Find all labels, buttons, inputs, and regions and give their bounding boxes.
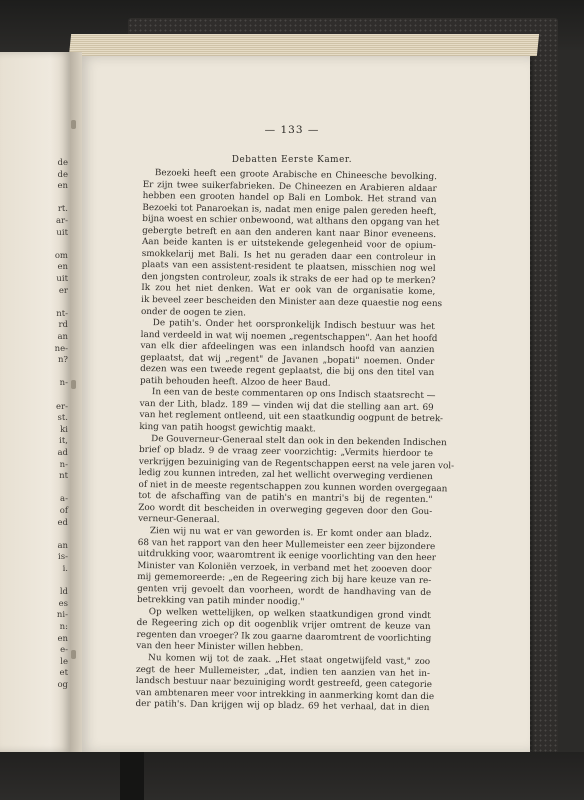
left-page-text-fragment: de xyxy=(57,169,68,180)
left-page-text-fragment: ne- xyxy=(54,343,68,354)
left-page-text-fragment: n? xyxy=(57,355,68,366)
text-line: land verdeeld in wat wij noemen „regentschappen". Aan het hoofd xyxy=(140,329,438,344)
text-line: Er zijn twee suikerfabrieken. De Chineezen en Arabieren aldaar xyxy=(142,179,437,194)
text-line: van der Lith, bladz. 189 — vinden wij dat die stelling aan art. 69 xyxy=(139,398,434,414)
text-line: tot de afschaffing van de patih's en mantri's bij de regenten." xyxy=(138,491,433,506)
left-page-text-fragment: st. xyxy=(57,413,68,424)
text-line: van den heer Minister willen hebben. xyxy=(136,641,304,654)
text-line: Aan beide kanten is er uitstekende gelegenheid voor de opium- xyxy=(141,237,437,252)
text-line: ledig zou kunnen intreden, zal het wellicht overweging verdienen xyxy=(138,468,433,483)
left-page-text-fragment: en xyxy=(57,633,68,644)
left-page-text-fragment: n: xyxy=(59,622,68,632)
text-line: den jongsten controleur, zoals ik straks de eer had op te merken? xyxy=(141,271,436,287)
text-line: zegt de heer Mullemeister, „dat, indien ten aanzien van het in- xyxy=(135,664,431,679)
text-line: verneur-Generaal. xyxy=(138,514,220,526)
text-line: van het reglement ontleend, uit een staatkundig oogpunt de betrek- xyxy=(139,410,444,425)
text-line: betrekking van patih minder noodig." xyxy=(136,595,305,608)
left-page-text-fragment: es xyxy=(58,598,68,609)
text-line: brief op bladz. 9 de vraag zeer voorzichtig: „Vermits hierdoor te xyxy=(138,445,434,460)
left-page-text-fragment: ed xyxy=(57,517,68,528)
left-page-text-fragment: e- xyxy=(60,645,68,656)
text-line: Ik zou het niet denken. Wat er ook van de organisatie kome, xyxy=(141,283,436,298)
text-line: mij gememoreerde: „en de Regeering zich bij hare keuze van re- xyxy=(137,572,432,587)
left-page-text-fragment: er- xyxy=(56,401,68,412)
left-page-text-fragment: ld xyxy=(59,587,68,598)
text-line: Op welken wettelijken, op welken staatkundigen grond vindt xyxy=(148,606,431,621)
text-line: Nu komen wij tot de zaak. „Het staat ongetwijfeld vast," zoo xyxy=(148,653,431,668)
left-page-text-fragment: et xyxy=(59,668,68,679)
left-page-text-fragment: de xyxy=(57,158,68,168)
left-page-text-fragment: uit xyxy=(56,227,68,238)
text-line: genten vrij gevoelt dan voorheen, wordt de handhaving van de xyxy=(137,583,432,598)
text-line: hebben een grooten handel op Bali en Lombok. Het strand van xyxy=(142,191,437,206)
page-number: — 133 — xyxy=(264,124,320,136)
left-page-text-fragment: is- xyxy=(58,552,68,563)
left-page-text-fragment: an xyxy=(57,332,68,342)
text-line: onder de oogen te zien. xyxy=(140,306,247,319)
text-line: de Regeering zich op dit oogenblik vrijer omtrent de keuze van xyxy=(136,618,431,633)
text-line: bijna woest en schier onbewoond, wat althans den opgang van het xyxy=(142,214,440,229)
text-line: Zien wij nu wat er van geworden is. Er komt onder aan bladz. xyxy=(149,526,432,541)
left-page-text-fragment: er xyxy=(58,285,68,296)
left-page-text-fragment: of xyxy=(59,506,68,516)
text-line: of niet in de meeste regentschappen zou kunnen worden overgegaan xyxy=(138,479,448,495)
text-line: geplaatst, dat wij „regent" de Javanen „bopati" noemen. Onder xyxy=(140,352,435,367)
page-edges xyxy=(69,34,539,56)
left-page-text-fragment: nt xyxy=(59,471,68,482)
left-page-text-fragment: ar- xyxy=(55,216,68,226)
text-line: landsch bestuur naar bezuiniging wordt gestreefd, geen categorie xyxy=(135,676,433,691)
left-page-text-fragment: i. xyxy=(62,564,68,574)
left-page-text-fragment: n- xyxy=(59,459,68,470)
left-page-text-fragment: en xyxy=(57,181,68,192)
text-line: van elk dier afdeelingen was een inlandsch hoofd van aanzien xyxy=(140,341,435,356)
left-page-text-fragment: ad xyxy=(57,448,68,458)
text-line: smokkelarij met Bali. Is het nu geraden daar een controleur in xyxy=(141,248,436,263)
left-page-text-fragment: uit xyxy=(56,274,68,284)
left-page-text-fragment: nt- xyxy=(56,308,68,319)
text-line: verkrijgen bezuiniging van de Regentschappen eerst na vele jaren vol- xyxy=(138,456,455,472)
left-page-text-fragment: ni- xyxy=(56,610,68,621)
binding-strip xyxy=(120,752,144,800)
binding-stitch xyxy=(71,380,76,389)
text-line: uitdrukking voor, waaromtrent ik eenige voorlichting van den heer xyxy=(137,549,437,564)
text-line: 68 van het rapport van den heer Mullemeister een zeer bijzondere xyxy=(137,537,436,552)
text-line: patih behouden heeft. Alzoo de heer Baud. xyxy=(139,375,331,389)
text-line: plaats van een assistent-resident te plaatsen, misschien nog wel xyxy=(141,260,436,275)
text-line: Zoo wordt dit bescheiden in overweging gegeven door den Gou- xyxy=(138,502,433,517)
left-page-text-fragment: ki xyxy=(60,424,68,435)
running-heading: Debatten Eerste Kamer. xyxy=(231,155,353,165)
text-line: gebergte betreft en aan den anderen kant naar Binor eveneens. xyxy=(142,225,437,240)
text-line: regenten dan vroeger? Ik zou gaarne daaromtrent de voorlichting xyxy=(136,629,432,644)
left-page-text-fragment: og xyxy=(57,680,68,690)
left-page-text-fragment: rt. xyxy=(57,204,68,215)
left-page-text-fragment: a- xyxy=(60,494,68,505)
body-text xyxy=(135,168,455,715)
text-line: De Gouverneur-Generaal stelt dan ook in den bekenden Indischen xyxy=(151,433,447,448)
left-page-text-fragment: le xyxy=(60,656,68,667)
binding-stitch xyxy=(71,650,76,659)
left-page-text-fragment: n- xyxy=(59,378,68,389)
text-line: De patih's. Onder het oorspronkelijk Indisch bestuur was het xyxy=(152,318,435,333)
left-page-text-fragment: it, xyxy=(59,436,68,447)
text-line: king van patih hoogst gewichtig maakt. xyxy=(139,422,316,435)
text-line: Bezoeki tot Panaroekan is, nadat men enige palen gereden heeft, xyxy=(142,202,437,217)
text-line: der patih's. Dan krijgen wij op bladz. 69 het verhaal, dat in dien xyxy=(135,699,430,714)
text-line: In een van de beste commentaren op ons Indisch staatsrecht — xyxy=(151,387,436,402)
text-line: ik beveel zeer bescheiden den Minister aan deze quaestie nog eens xyxy=(141,295,443,310)
table-surface xyxy=(0,752,584,800)
text-line: van ambtenaren meer voor intrekking in aanmerking komt dan die xyxy=(135,687,435,702)
text-line: Minister van Koloniën verzoek, in verband met het zooeven door xyxy=(137,560,432,575)
text-line: dezen was een tweede regent geplaatst, die bij ons den titel van xyxy=(140,364,435,379)
left-page-text-fragment: rd xyxy=(58,320,68,331)
left-page-text-fragment: om xyxy=(54,250,68,261)
text-line: Bezoeki heeft een groote Arabische en Chineesche bevolking. xyxy=(154,168,437,183)
left-page-text-fragment: en xyxy=(57,262,68,273)
left-page-text-fragment: an xyxy=(57,540,68,551)
